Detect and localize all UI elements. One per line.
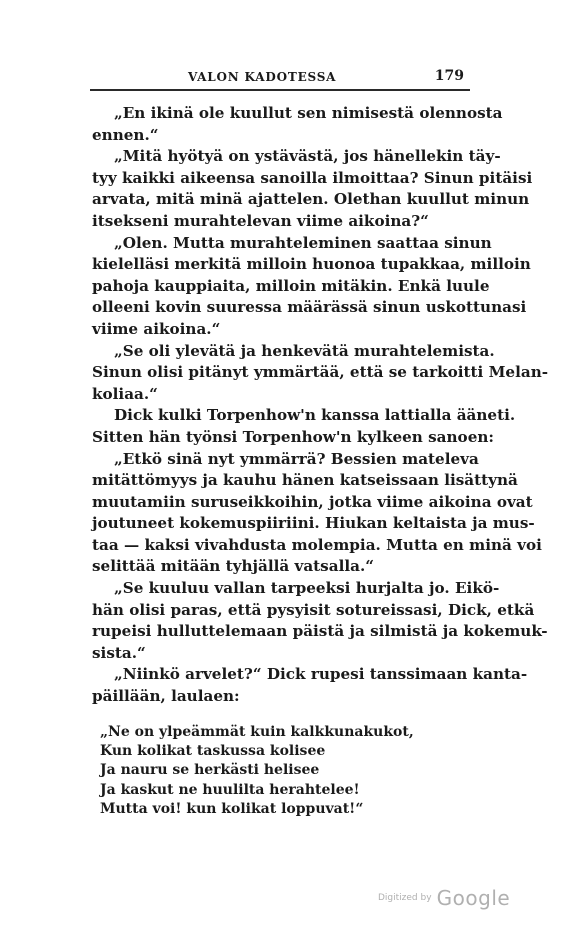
text-line: „Se oli ylevätä ja henkevätä murahtelemista. [114,341,495,360]
paragraph [92,578,548,664]
body-text [92,103,549,708]
text-line: pahoja kauppiaita, milloin mitäkin. Enkä luule [92,276,490,295]
text-line: hän olisi paras, että pysyisit sotureissasi, Dick, etkä [92,600,535,619]
text-line: arvata, mitä minä ajattelen. Olethan kuullut minun [92,190,530,209]
text-line: koliaa.“ [92,384,158,403]
text-line: selittää mitään tyhjällä vatsalla.“ [92,557,374,576]
text-line: „Olen. Mutta murahteleminen saattaa sinun [114,233,492,252]
header-rule [90,89,470,91]
poem-line: Mutta voi! kun kolikat loppuvat!“ [100,800,364,817]
poem-line: Ja kaskut ne huulilta herahtelee! [100,781,360,798]
page-header [90,66,470,88]
poem-line: „Ne on ylpeämmät kuin kalkkunakukot, [100,724,414,740]
paragraph [92,146,533,232]
text-line: joutuneet kokemuspiiriini. Hiukan keltaista ja mus- [92,514,535,533]
watermark-brand: Google [436,886,511,910]
text-line: kielelläsi merkitä milloin huonoa tupakkaa, milloin [92,255,531,274]
text-line: Sitten hän työnsi Torpenhow'n kylkeen sanoen: [92,427,495,446]
text-line: „En ikinä ole kuullut sen nimisestä olennosta [114,104,503,122]
text-line: ennen.“ [92,125,159,144]
text-line: „Se kuuluu vallan tarpeeksi hurjalta jo. Eikö- [114,579,500,598]
page-number: 179 [434,68,464,84]
poem-verse [100,723,430,819]
paragraph [92,103,503,146]
paragraph [92,341,549,406]
poem-line: Kun kolikat taskussa kolisee [100,743,326,760]
text-line: Dick kulki Torpenhow'n kanssa lattialla ääneti. [114,406,516,425]
text-line: „Etkö sinä nyt ymmärrä? Bessien mateleva [114,449,479,468]
text-line: „Niinkö arvelet?“ Dick rupesi tanssimaan kanta- [114,665,528,684]
text-line: „Mitä hyötyä on ystävästä, jos hänellekin täy- [114,147,501,166]
text-line: viime aikoina.“ [92,319,221,338]
paragraph [92,233,531,341]
text-line: rupeisi hulluttelemaan päistä ja silmistä ja kokemuk- [92,622,548,641]
watermark-prefix: Digitized by [378,893,432,903]
text-line: päillään, laulaen: [92,687,240,706]
paragraph [92,405,516,448]
paragraph [92,449,542,579]
text-line: mitättömyys ja kauhu hänen katseissaan lisättynä [92,471,518,490]
text-line: sista.“ [92,643,146,662]
text-line: Sinun olisi pitänyt ymmärtää, että se tarkoitti Melan- [92,363,549,382]
text-line: olleeni kovin suuressa määrässä sinun uskottunasi [92,298,527,317]
text-line: tyy kaikki aikeensa sanoilla ilmoittaa? Sinun pitäisi [92,168,533,187]
paragraph [92,664,528,707]
text-line: muutamiin suruseikkoihin, jotka viime aikoina ovat [92,492,533,511]
text-line: itsekseni murahtelevan viime aikoina?“ [92,211,429,230]
digitized-watermark [378,886,510,910]
running-title: VALON KADOTESSA [188,70,337,84]
text-line: taa — kaksi vivahdusta molempia. Mutta en minä voi [92,535,542,554]
poem-line: Ja nauru se herkästi helisee [100,762,320,779]
